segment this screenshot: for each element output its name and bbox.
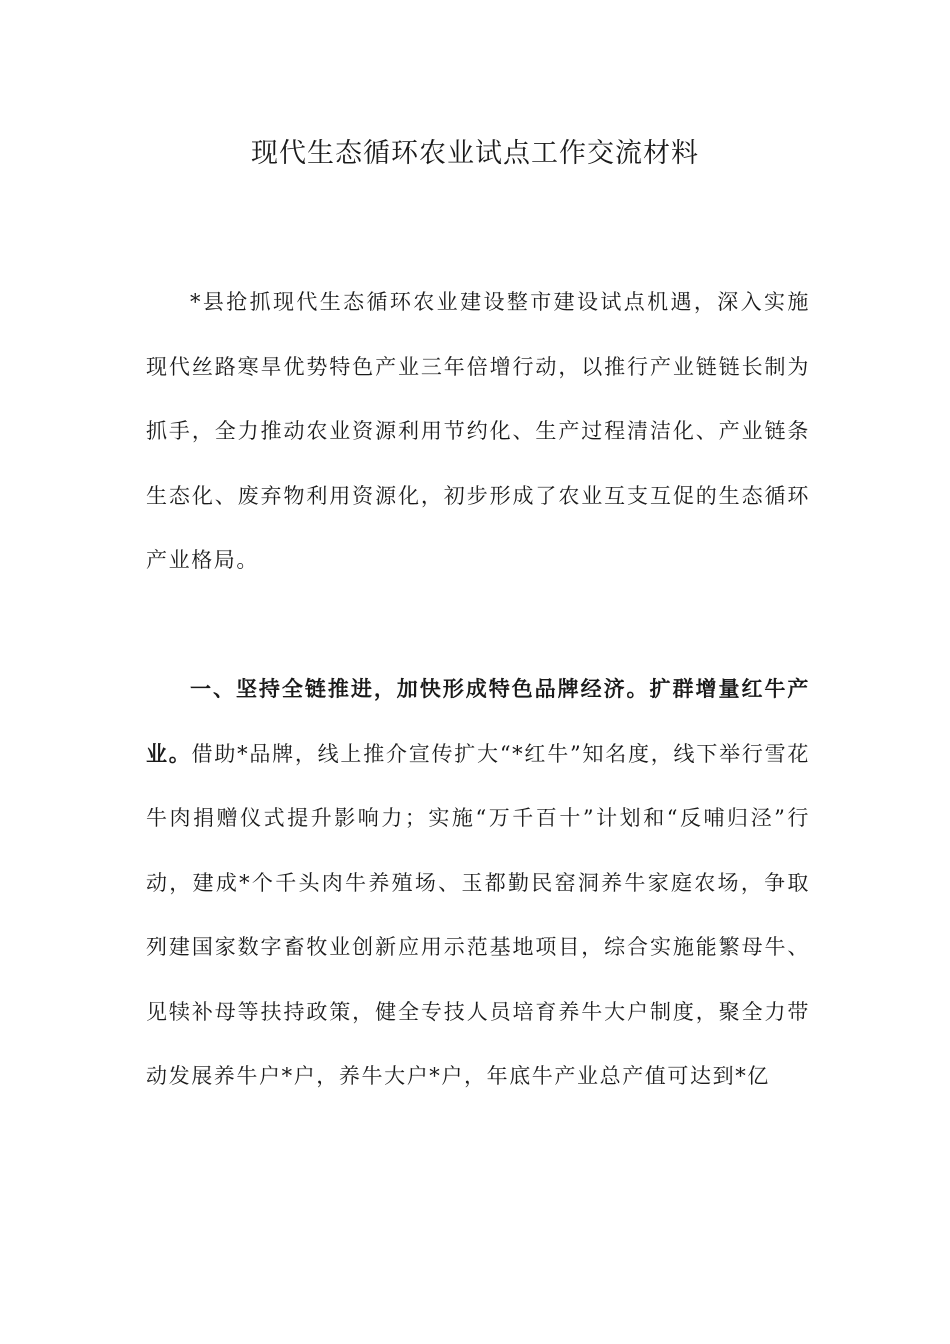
intro-paragraph: *县抢抓现代生态循环农业建设整市建设试点机遇，深入实施现代丝路寒旱优势特色产业三年倍增行动，以推行产业链链长制为抓手，全力推动农业资源利用节约化、生产过程清洁化、产业链条生态化、废弃物利用资源化，初步形成了农业互支互促的生态循环产业格局。 — [146, 290, 810, 572]
section-1-heading: 一、坚持全链推进，加快形成特色品牌经济。扩群增量红牛产业。 — [146, 676, 810, 766]
section-1-paragraph — [146, 657, 810, 1109]
section-1-body: 借助*品牌，线上推介宣传扩大“*红牛”知名度，线下举行雪花牛肉捐赠仪式提升影响力；实施“万千百十”计划和“反哺归泾”行动，建成*个千头肉牛养殖场、玉都勤民窑洞养牛家庭农场，争取列建国家数字畜牧业创新应用示范基地项目，综合实施能繁母牛、见犊补母等扶持政策，健全专技人员培育养牛大户制度，聚全力带动发展养牛户*户，养牛大户*户，年底牛产业总产值可达到*亿 — [146, 741, 810, 1088]
document-title: 现代生态循环农业试点工作交流材料 — [251, 138, 699, 169]
